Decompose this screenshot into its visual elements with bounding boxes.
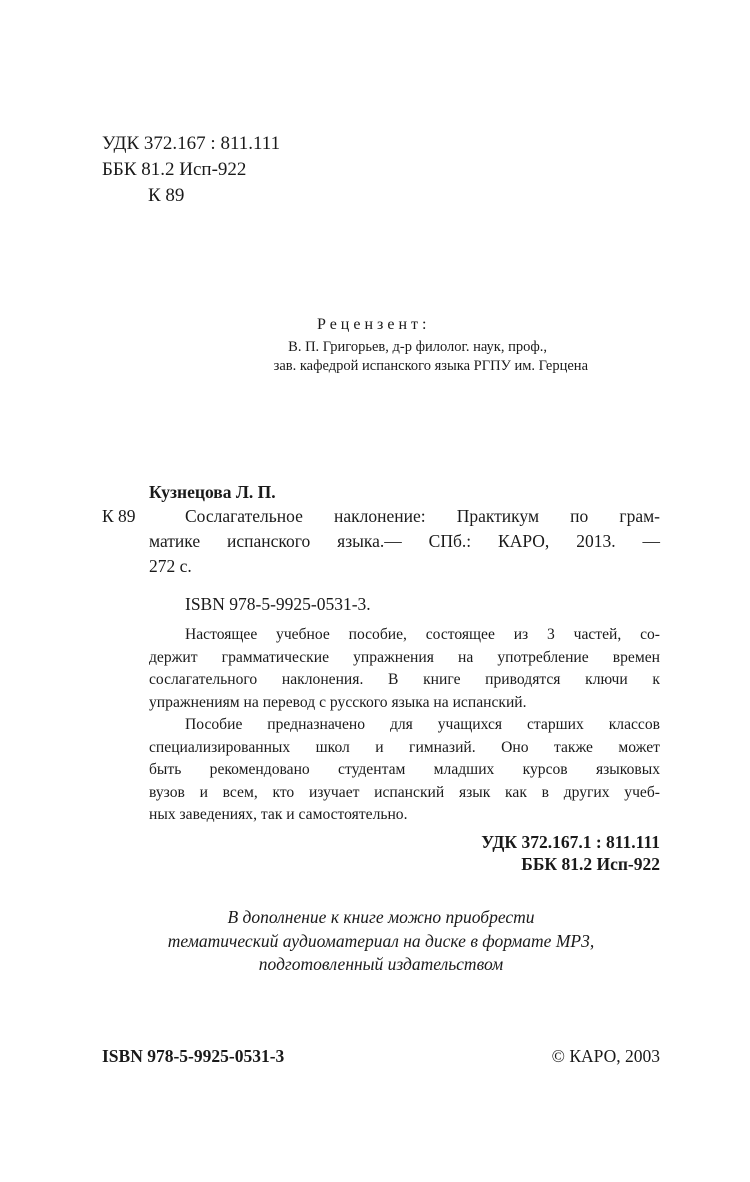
annotation-p2-line-4: вузов и всем, кто изучает испанский язык как в других учеб- [149, 784, 660, 801]
annotation-p2-line-1: Пособие предназначено для учащихся старших классов [185, 716, 660, 733]
bbk-code-top: ББК 81.2 Исп-922 [102, 159, 247, 180]
reviewer-line-1: В. П. Григорьев, д-р филолог. наук, проф., [288, 339, 547, 355]
author-mark: К 89 [102, 506, 136, 526]
bbk-code-bottom: ББК 81.2 Исп-922 [521, 854, 660, 874]
annotation-p2-line-3: быть рекомендовано студентам младших курсов языковых [149, 761, 660, 778]
isbn-footer: ISBN 978-5-9925-0531-3 [102, 1046, 285, 1066]
author-mark-top: К 89 [148, 185, 185, 206]
supplement-line-3: подготовленный издательством [258, 954, 504, 974]
annotation-p1-line-2: держит грамматические упражнения на употребление времен [149, 649, 660, 666]
isbn-record: ISBN 978-5-9925-0531-3. [185, 594, 371, 614]
reviewer-line-2: зав. кафедрой испанского языка РГПУ им. Герцена [273, 358, 588, 374]
description-line-2: матике испанского языка.— СПб.: КАРО, 2013. — [149, 531, 660, 551]
description-line-3: 272 с. [149, 556, 192, 576]
udk-code-top: УДК 372.167 : 811.111 [102, 133, 281, 154]
reviewer-heading: Рецензент: [317, 316, 431, 333]
annotation-p1-line-1: Настоящее учебное пособие, состоящее из 3 частей, со- [185, 626, 660, 643]
copyright-footer: © КАРО, 2003 [551, 1046, 660, 1066]
description-line-1: Сослагательное наклонение: Практикум по грам- [185, 506, 660, 526]
annotation-p2-line-5: ных заведениях, так и самостоятельно. [149, 806, 408, 823]
udk-code-bottom: УДК 372.167.1 : 811.111 [481, 832, 660, 852]
annotation-p2-line-2: специализированных школ и гимназий. Оно также может [149, 739, 660, 756]
supplement-line-1: В дополнение к книге можно приобрести [227, 907, 535, 927]
supplement-line-2: тематический аудиоматериал на диске в формате MP3, [167, 931, 595, 951]
annotation-p1-line-3: сослагательного наклонения. В книге приводятся ключи к [149, 671, 660, 688]
annotation-p1-line-4: упражнениям на перевод с русского языка на испанский. [149, 694, 527, 711]
author-name: Кузнецова Л. П. [149, 482, 276, 502]
